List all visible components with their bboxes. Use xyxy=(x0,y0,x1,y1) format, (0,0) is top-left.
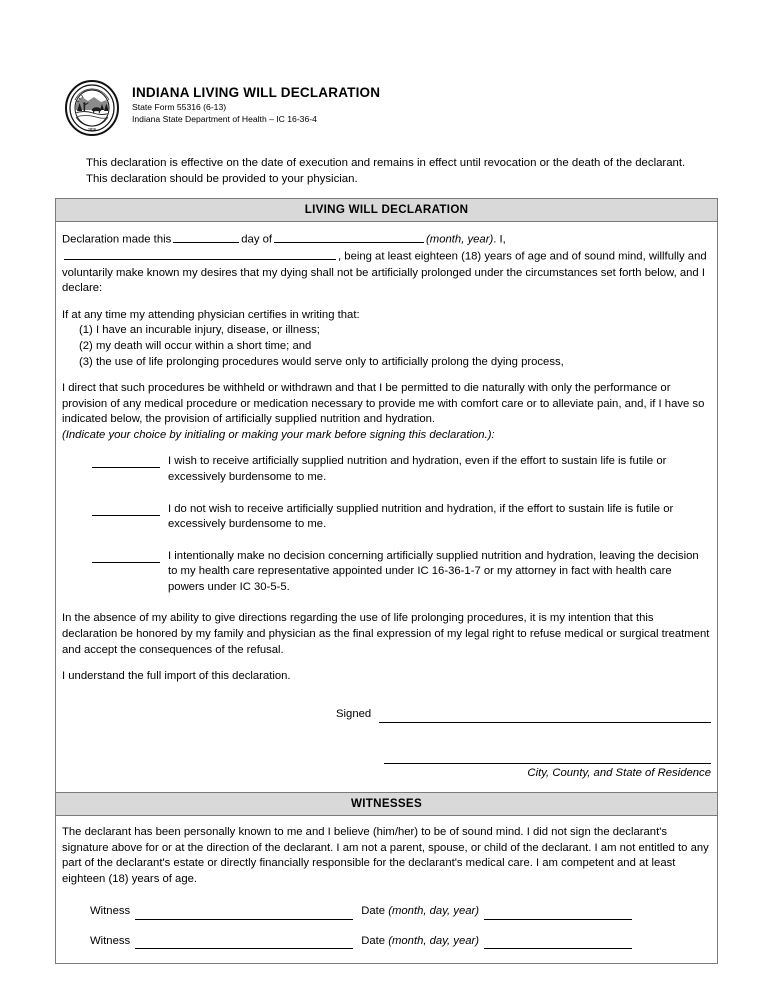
date-word: Date xyxy=(361,934,386,947)
day-blank[interactable] xyxy=(173,231,239,243)
declaration-table xyxy=(55,198,718,964)
choice-row-decline xyxy=(62,502,711,533)
witness-statement: The declarant has been personally known to me and I believe (him/her) to be of sound mind. I did not sign the declarant's signature above for or at the direction of the declarant. I am not a parent, spouse, or child of the declarant. I am not entitled to any part of the declarant's estate or directly financially responsible for the declarant's medical care. I am competent and at least eighteen (18) years of age. xyxy=(62,825,709,885)
witness-date-label xyxy=(353,904,484,920)
witness-label: Witness xyxy=(90,905,131,918)
initials-blank-decline[interactable] xyxy=(92,502,160,516)
signature-blank[interactable] xyxy=(379,708,711,723)
witness-row xyxy=(62,904,711,920)
indiana-state-seal-icon xyxy=(64,80,120,136)
choice-text-no-decision: I intentionally make no decision concerning artificially supplied nutrition and hydration, leaving the decision to my health care representative appointed under IC 16-36-1-7 or my attorney in fact with health care powers under IC 30-5-5. xyxy=(168,549,699,593)
condition-item: (3) the use of life prolonging procedures would serve only to artificially prolong the dying process, xyxy=(79,355,564,368)
date-word: Date xyxy=(361,905,386,918)
seal-year-text: 1816 xyxy=(88,127,96,132)
witnesses-band: WITNESSES xyxy=(56,792,717,816)
declaration-opening xyxy=(62,231,711,297)
understand-paragraph: I understand the full import of this declaration. xyxy=(62,670,291,683)
made-this-label: Declaration made this xyxy=(62,233,172,246)
witness-signature-rows xyxy=(62,904,711,949)
living-will-declaration-band: LIVING WILL DECLARATION xyxy=(56,199,717,222)
i-label: . I, xyxy=(493,233,506,246)
condition-item: (2) my death will occur within a short time; and xyxy=(79,339,312,352)
witness-row xyxy=(62,934,711,950)
conditions-list xyxy=(62,323,711,370)
month-year-blank[interactable] xyxy=(274,231,424,243)
declarant-name-blank[interactable] xyxy=(64,248,336,260)
residence-row xyxy=(336,749,711,782)
letterhead xyxy=(64,80,380,136)
witnesses-section xyxy=(56,816,717,963)
form-number: State Form 55316 (6-13) xyxy=(132,101,227,112)
choice-row-no-decision xyxy=(62,549,711,596)
choice-text-decline: I do not wish to receive artificially supplied nutrition and hydration, if the effort to sustain life is futile or excessively burdensome to me. xyxy=(168,502,674,531)
choice-text-receive: I wish to receive artificially supplied nutrition and hydration, even if the effort to sustain life is futile or excessively burdensome to me. xyxy=(168,455,667,483)
day-of-label: day of xyxy=(241,233,273,246)
choice-row-receive xyxy=(62,454,711,485)
residence-blank[interactable] xyxy=(384,749,711,764)
declaration-section xyxy=(56,222,717,792)
certify-lead: If at any time my attending physician certifies in writing that: xyxy=(62,308,360,321)
initials-blank-no-decision[interactable] xyxy=(92,549,160,563)
initials-blank-receive[interactable] xyxy=(92,454,160,468)
opening-comma: , xyxy=(338,251,342,264)
absence-paragraph: In the absence of my ability to give directions regarding the use of life prolonging procedures, it is my intention that this declaration be honored by my family and physician as the final expression of my legal right to refuse medical or surgical treatment and accept the consequences of the refusal. xyxy=(62,612,710,656)
condition-item: (1) I have an incurable injury, disease, or illness; xyxy=(79,324,320,337)
issuing-agency: Indiana State Department of Health – IC 16-36-4 xyxy=(132,113,317,124)
date-format-note: (month, day, year) xyxy=(388,934,480,947)
signature-block xyxy=(62,707,711,782)
date-format-note: (month, day, year) xyxy=(388,905,480,918)
witness-signature-blank[interactable] xyxy=(135,906,353,920)
direct-paragraph xyxy=(62,381,711,443)
signed-label: Signed xyxy=(336,707,372,720)
month-year-note: (month, year) xyxy=(426,233,494,246)
indicate-choice-note: (Indicate your choice by initialing or making your mark before signing this declaration.): xyxy=(62,428,495,441)
signed-row xyxy=(336,707,711,724)
direct-text: I direct that such procedures be withheld or withdrawn and that I be permitted to die naturally with only the performance or provision of any medical procedure or medication necessary to provide me with comfort care or to alleviate pain, and, if I have so indicated below, the provision of artificially supplied nutrition and hydration. xyxy=(62,382,705,426)
opening-continued: being at least eighteen (18) years of age and of sound mind, willfully and voluntarily make known my desires that my dying shall not be artificially prolonged under the circumstances set forth below, and I declare: xyxy=(62,251,707,295)
witness-date-blank[interactable] xyxy=(484,935,632,949)
form-title: INDIANA LIVING WILL DECLARATION xyxy=(132,85,381,100)
witness-date-blank[interactable] xyxy=(484,906,632,920)
intro-paragraph: This declaration is effective on the date of execution and remains in effect until revocation or the death of the declarant. This declaration should be provided to your physician. xyxy=(86,157,686,186)
residence-caption: City, County, and State of Residence xyxy=(527,767,711,780)
witness-label: Witness xyxy=(90,934,131,947)
witness-signature-blank[interactable] xyxy=(135,935,353,949)
witness-date-label xyxy=(353,934,484,950)
